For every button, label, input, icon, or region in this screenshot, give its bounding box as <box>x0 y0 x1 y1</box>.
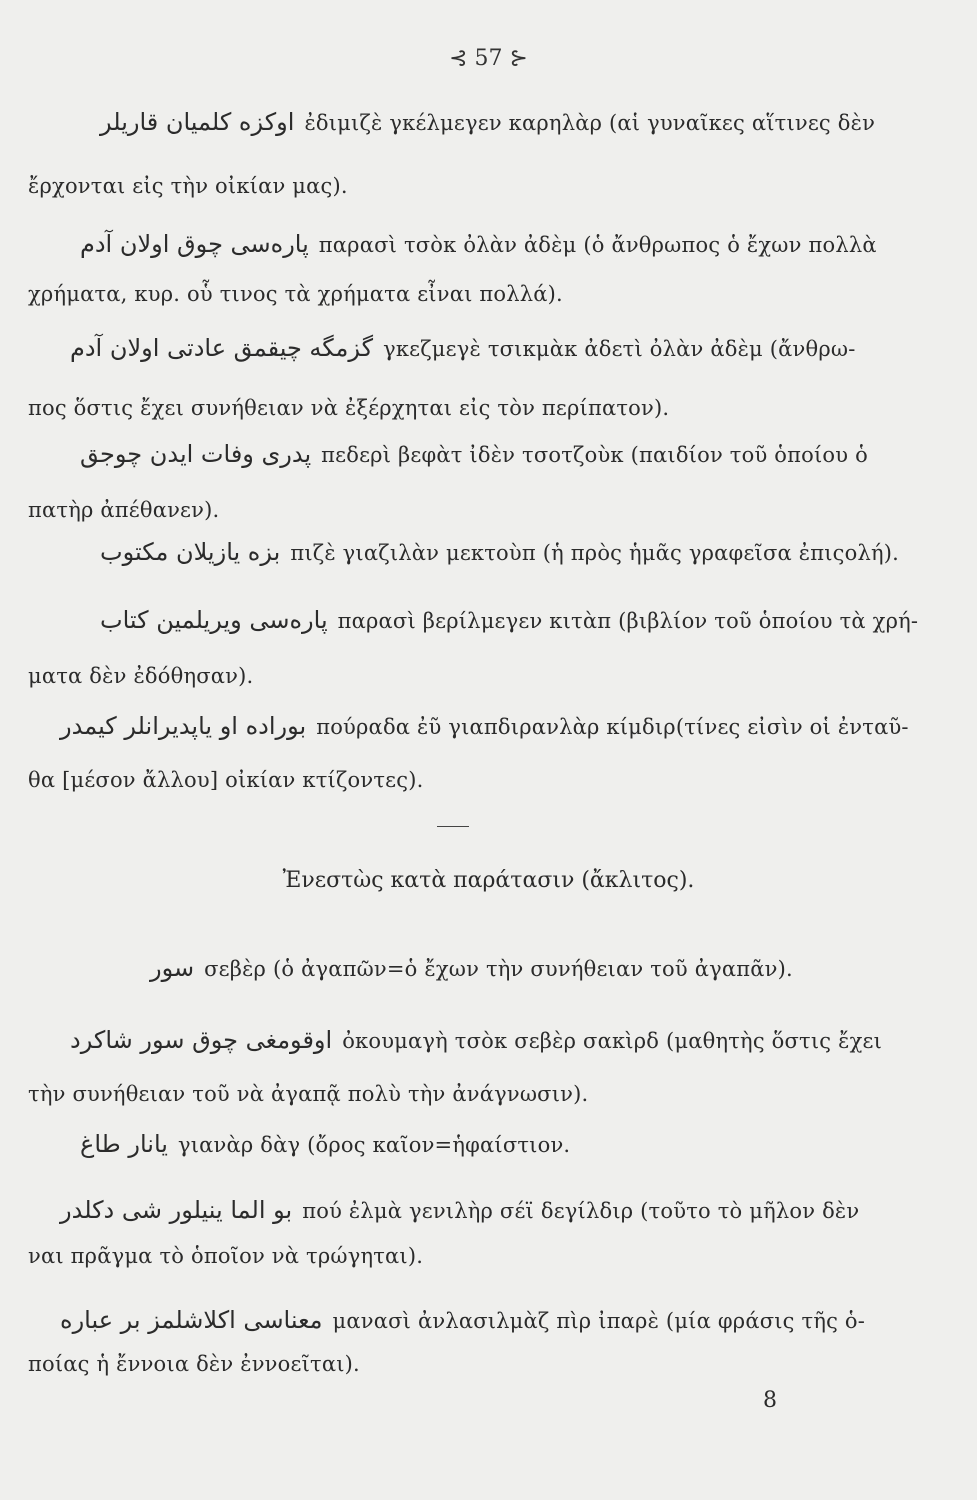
entry-line <box>60 712 909 740</box>
greek-text: πος ὅστις ἔχει συνήθειαν νὰ ἐξέρχηται εἰς τὸν περίπατον). <box>28 396 670 420</box>
greek-text: πού ἐλμὰ γενιλὴρ σέϊ δεγίλδιρ (τοῦτο τὸ μῆλον δὲν <box>302 1199 860 1223</box>
entry-line <box>28 174 348 198</box>
entry-line <box>70 1026 882 1054</box>
entry-line <box>80 230 877 258</box>
entry-line <box>28 1244 423 1268</box>
greek-text: γκεζμεγὲ τσικμὰκ ἀδετὶ ὀλὰν ἀδὲμ (ἄνθρω- <box>383 337 856 361</box>
greek-text: τὴν συνήθειαν τοῦ νὰ ἀγαπᾷ πολὺ τὴν ἀνάγνωσιν). <box>28 1082 589 1106</box>
arabic-script: یانار طاغ <box>80 1130 168 1158</box>
arabic-script: بو الما ینیلور شی دکلدر <box>60 1196 293 1224</box>
page-header-number: 57 <box>474 46 503 71</box>
greek-text: παρασὶ βερίλμεγεν κιτὰπ (βιβλίον τοῦ ὁποίου τὰ χρή- <box>337 609 919 633</box>
entry-line <box>80 1130 570 1158</box>
arabic-script: بزه یازیلان مکتوب <box>100 538 281 566</box>
greek-text: πιζὲ γιαζιλὰν μεκτοὺπ (ἡ πρὸς ἡμᾶς γραφεῖσα ἐπιςολή). <box>290 541 900 565</box>
greek-text: ἐδιμιζὲ γκέλμεγεν καρηλὰρ (αἱ γυναῖκες αἵτινες δὲν <box>304 111 876 135</box>
greek-text: ματα δὲν ἐδόθησαν). <box>28 664 254 688</box>
page-header: ⊰ 57 ⊱ <box>449 46 528 71</box>
greek-text: ναι πρᾶγμα τὸ ὁποῖον νὰ τρώγηται). <box>28 1244 424 1268</box>
entry-line <box>70 334 856 362</box>
entry-line <box>28 1352 360 1376</box>
arabic-script: اوكزه كلميان قاريلر <box>100 108 295 136</box>
arabic-script: پدری وفات ایدن چوجق <box>80 440 312 468</box>
entry-line <box>60 1306 865 1334</box>
greek-text: ἔρχονται εἰς τὴν οἰκίαν μας). <box>28 174 348 198</box>
arabic-script: معناسی اکلاشلمز بر عباره <box>60 1306 323 1334</box>
entry-line <box>100 108 875 136</box>
entry-line <box>100 606 918 634</box>
arabic-script: گزمگه چیقمق عادتی اولان آدم <box>70 334 374 362</box>
greek-text: πούραδα ἐῦ γιαπδιρανλὰρ κίμδιρ(τίνες εἰσὶν οἱ ἐνταῦ- <box>316 715 909 739</box>
entry-line <box>28 396 669 420</box>
greek-text: πατὴρ ἀπέθανεν). <box>28 498 220 522</box>
greek-text: ὀκουμαγὴ τσὸκ σεβὲρ σακὶρδ (μαθητὴς ὅστις ἔχει <box>342 1029 883 1053</box>
arabic-script: اوقومغی چوق سور شاکرد <box>70 1026 333 1054</box>
arabic-script: بوراده او یاپدیرانلر کیمدر <box>60 712 307 740</box>
greek-text: μανασὶ ἀνλασιλμὰζ πὶρ ἰπαρὲ (μία φράσις τῆς ὁ- <box>332 1309 866 1333</box>
entry-line <box>80 440 868 468</box>
entry-line <box>28 768 423 792</box>
greek-text: πεδερὶ βεφὰτ ἰδὲν τσοτζοὺκ (παιδίον τοῦ ὁποίου ὁ <box>321 443 868 467</box>
greek-text: παρασὶ τσὸκ ὀλὰν ἀδὲμ (ὁ ἄνθρωπος ὁ ἔχων πολλὰ <box>318 233 877 257</box>
entry-line <box>28 664 253 688</box>
arabic-script: پاره‌سی چوق اولان آدم <box>80 230 309 258</box>
greek-text: θα [μέσον ἄλλου] οἰκίαν κτίζοντες). <box>28 768 424 792</box>
greek-text: γιανὰρ δὰγ (ὄρος καῖον=ἡφαίστιον. <box>177 1133 571 1157</box>
page-number: 8 <box>763 1388 777 1413</box>
arabic-script: پاره‌سی ویریلمین کتاب <box>100 606 328 634</box>
entry-line <box>28 282 563 306</box>
entry-line <box>28 1082 588 1106</box>
greek-text: ποίας ἡ ἔννοια δὲν ἐννοεῖται). <box>28 1352 360 1376</box>
section-heading: Ἐνεστὼς κατὰ παράτασιν (ἄκλιτος). <box>282 868 695 893</box>
entry-line <box>60 1196 859 1224</box>
entry-line <box>100 538 899 566</box>
greek-text: σεβὲρ (ὁ ἀγαπῶν=ὁ ἔχων τὴν συνήθειαν τοῦ ἀγαπᾶν). <box>204 957 793 981</box>
entry-line <box>150 954 793 982</box>
entry-line <box>28 498 219 522</box>
section-divider <box>437 826 469 827</box>
greek-text: χρήματα, κυρ. οὗ τινος τὰ χρήματα εἶναι πολλά). <box>28 282 563 306</box>
arabic-script: سور <box>150 954 195 982</box>
